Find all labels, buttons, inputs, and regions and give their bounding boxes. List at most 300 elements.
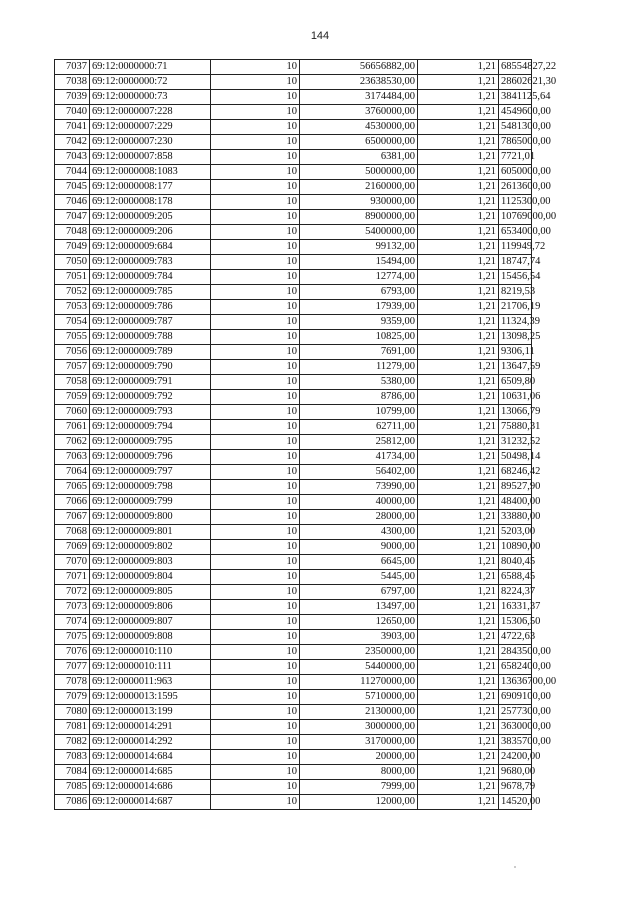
total-cell: 8224,37 <box>499 585 532 600</box>
row-number-cell: 7085 <box>55 780 90 795</box>
coefficient-cell: 1,21 <box>418 510 499 525</box>
table-row <box>55 780 532 795</box>
coefficient-cell: 1,21 <box>418 60 499 75</box>
cadastral-number-cell: 69:12:0000014:291 <box>90 720 211 735</box>
total-cell: 4549600,00 <box>499 105 532 120</box>
value-cell: 2350000,00 <box>300 645 418 660</box>
coefficient-cell: 1,21 <box>418 165 499 180</box>
table-row <box>55 765 532 780</box>
row-number-cell: 7075 <box>55 630 90 645</box>
row-number-cell: 7086 <box>55 795 90 810</box>
coefficient-cell: 1,21 <box>418 480 499 495</box>
row-number-cell: 7047 <box>55 210 90 225</box>
value-cell: 6645,00 <box>300 555 418 570</box>
quantity-cell: 10 <box>211 270 300 285</box>
coefficient-cell: 1,21 <box>418 270 499 285</box>
total-cell: 15456,54 <box>499 270 532 285</box>
total-cell: 10890,00 <box>499 540 532 555</box>
row-number-cell: 7064 <box>55 465 90 480</box>
table-row <box>55 705 532 720</box>
quantity-cell: 10 <box>211 465 300 480</box>
table-row <box>55 540 532 555</box>
total-cell: 21706,19 <box>499 300 532 315</box>
coefficient-cell: 1,21 <box>418 720 499 735</box>
table-row <box>55 375 532 390</box>
table-row <box>55 255 532 270</box>
value-cell: 15494,00 <box>300 255 418 270</box>
cadastral-number-cell: 69:12:0000009:785 <box>90 285 211 300</box>
cadastral-number-cell: 69:12:0000014:292 <box>90 735 211 750</box>
table-row <box>55 450 532 465</box>
quantity-cell: 10 <box>211 300 300 315</box>
coefficient-cell: 1,21 <box>418 240 499 255</box>
total-cell: 75880,31 <box>499 420 532 435</box>
quantity-cell: 10 <box>211 675 300 690</box>
row-number-cell: 7042 <box>55 135 90 150</box>
value-cell: 930000,00 <box>300 195 418 210</box>
total-cell: 3630000,00 <box>499 720 532 735</box>
cadastral-number-cell: 69:12:0000009:798 <box>90 480 211 495</box>
row-number-cell: 7038 <box>55 75 90 90</box>
row-number-cell: 7080 <box>55 705 90 720</box>
row-number-cell: 7050 <box>55 255 90 270</box>
row-number-cell: 7037 <box>55 60 90 75</box>
row-number-cell: 7060 <box>55 405 90 420</box>
table-row <box>55 90 532 105</box>
row-number-cell: 7055 <box>55 330 90 345</box>
coefficient-cell: 1,21 <box>418 135 499 150</box>
total-cell: 89527,90 <box>499 480 532 495</box>
table-row <box>55 105 532 120</box>
quantity-cell: 10 <box>211 360 300 375</box>
coefficient-cell: 1,21 <box>418 90 499 105</box>
coefficient-cell: 1,21 <box>418 210 499 225</box>
registry-table <box>54 59 557 810</box>
value-cell: 12650,00 <box>300 615 418 630</box>
quantity-cell: 10 <box>211 225 300 240</box>
coefficient-cell: 1,21 <box>418 330 499 345</box>
table-row <box>55 75 532 90</box>
row-number-cell: 7066 <box>55 495 90 510</box>
table-row <box>55 165 532 180</box>
table-row <box>55 285 532 300</box>
cadastral-number-cell: 69:12:0000000:73 <box>90 90 211 105</box>
row-number-cell: 7039 <box>55 90 90 105</box>
row-number-cell: 7074 <box>55 615 90 630</box>
value-cell: 8000,00 <box>300 765 418 780</box>
quantity-cell: 10 <box>211 600 300 615</box>
total-cell: 5481300,00 <box>499 120 532 135</box>
coefficient-cell: 1,21 <box>418 765 499 780</box>
quantity-cell: 10 <box>211 660 300 675</box>
total-cell: 6909100,00 <box>499 690 532 705</box>
total-cell: 7865000,00 <box>499 135 532 150</box>
value-cell: 7691,00 <box>300 345 418 360</box>
value-cell: 6500000,00 <box>300 135 418 150</box>
cadastral-number-cell: 69:12:0000009:789 <box>90 345 211 360</box>
table-row <box>55 390 532 405</box>
total-cell: 2613600,00 <box>499 180 532 195</box>
table-row <box>55 645 532 660</box>
cadastral-number-cell: 69:12:0000009:786 <box>90 300 211 315</box>
coefficient-cell: 1,21 <box>418 660 499 675</box>
table-row <box>55 405 532 420</box>
table-row <box>55 480 532 495</box>
quantity-cell: 10 <box>211 765 300 780</box>
total-cell: 3841125,64 <box>499 90 532 105</box>
value-cell: 40000,00 <box>300 495 418 510</box>
table-row <box>55 60 532 75</box>
cadastral-number-cell: 69:12:0000009:799 <box>90 495 211 510</box>
coefficient-cell: 1,21 <box>418 405 499 420</box>
table-row <box>55 570 532 585</box>
quantity-cell: 10 <box>211 375 300 390</box>
value-cell: 8900000,00 <box>300 210 418 225</box>
cadastral-number-cell: 69:12:0000009:796 <box>90 450 211 465</box>
cadastral-number-cell: 69:12:0000000:71 <box>90 60 211 75</box>
total-cell: 31232,52 <box>499 435 532 450</box>
total-cell: 9680,00 <box>499 765 532 780</box>
cadastral-number-cell: 69:12:0000009:805 <box>90 585 211 600</box>
total-cell: 14520,00 <box>499 795 532 810</box>
quantity-cell: 10 <box>211 750 300 765</box>
coefficient-cell: 1,21 <box>418 375 499 390</box>
total-cell: 68246,42 <box>499 465 532 480</box>
table-row <box>55 210 532 225</box>
coefficient-cell: 1,21 <box>418 705 499 720</box>
table-row <box>55 420 532 435</box>
value-cell: 11279,00 <box>300 360 418 375</box>
table-row <box>55 315 532 330</box>
row-number-cell: 7068 <box>55 525 90 540</box>
coefficient-cell: 1,21 <box>418 105 499 120</box>
page-number: 144 <box>310 30 330 42</box>
cadastral-number-cell: 69:12:0000013:1595 <box>90 690 211 705</box>
cadastral-number-cell: 69:12:0000010:110 <box>90 645 211 660</box>
value-cell: 3170000,00 <box>300 735 418 750</box>
total-cell: 68554827,22 <box>499 60 532 75</box>
value-cell: 3903,00 <box>300 630 418 645</box>
cadastral-number-cell: 69:12:0000009:802 <box>90 540 211 555</box>
total-cell: 18747,74 <box>499 255 532 270</box>
quantity-cell: 10 <box>211 555 300 570</box>
value-cell: 9359,00 <box>300 315 418 330</box>
row-number-cell: 7073 <box>55 600 90 615</box>
coefficient-cell: 1,21 <box>418 420 499 435</box>
total-cell: 13636700,00 <box>499 675 532 690</box>
cadastral-number-cell: 69:12:0000014:684 <box>90 750 211 765</box>
quantity-cell: 10 <box>211 135 300 150</box>
cadastral-number-cell: 69:12:0000009:806 <box>90 600 211 615</box>
value-cell: 41734,00 <box>300 450 418 465</box>
table-row <box>55 735 532 750</box>
value-cell: 5710000,00 <box>300 690 418 705</box>
row-number-cell: 7082 <box>55 735 90 750</box>
cadastral-number-cell: 69:12:0000009:784 <box>90 270 211 285</box>
table-row <box>55 435 532 450</box>
value-cell: 99132,00 <box>300 240 418 255</box>
total-cell: 10631,06 <box>499 390 532 405</box>
value-cell: 73990,00 <box>300 480 418 495</box>
row-number-cell: 7040 <box>55 105 90 120</box>
table-row <box>55 180 532 195</box>
coefficient-cell: 1,21 <box>418 255 499 270</box>
value-cell: 6381,00 <box>300 150 418 165</box>
coefficient-cell: 1,21 <box>418 570 499 585</box>
cadastral-number-cell: 69:12:0000009:684 <box>90 240 211 255</box>
total-cell: 48400,00 <box>499 495 532 510</box>
value-cell: 10799,00 <box>300 405 418 420</box>
coefficient-cell: 1,21 <box>418 615 499 630</box>
total-cell: 5203,00 <box>499 525 532 540</box>
row-number-cell: 7061 <box>55 420 90 435</box>
cadastral-number-cell: 69:12:0000007:229 <box>90 120 211 135</box>
cadastral-number-cell: 69:12:0000009:788 <box>90 330 211 345</box>
quantity-cell: 10 <box>211 165 300 180</box>
value-cell: 2130000,00 <box>300 705 418 720</box>
cadastral-number-cell: 69:12:0000000:72 <box>90 75 211 90</box>
coefficient-cell: 1,21 <box>418 735 499 750</box>
table-row <box>55 660 532 675</box>
value-cell: 62711,00 <box>300 420 418 435</box>
cadastral-number-cell: 69:12:0000007:858 <box>90 150 211 165</box>
value-cell: 4300,00 <box>300 525 418 540</box>
coefficient-cell: 1,21 <box>418 360 499 375</box>
row-number-cell: 7058 <box>55 375 90 390</box>
cadastral-number-cell: 69:12:0000009:803 <box>90 555 211 570</box>
row-number-cell: 7049 <box>55 240 90 255</box>
quantity-cell: 10 <box>211 690 300 705</box>
coefficient-cell: 1,21 <box>418 795 499 810</box>
quantity-cell: 10 <box>211 240 300 255</box>
total-cell: 2843500,00 <box>499 645 532 660</box>
total-cell: 13066,79 <box>499 405 532 420</box>
value-cell: 5445,00 <box>300 570 418 585</box>
coefficient-cell: 1,21 <box>418 600 499 615</box>
value-cell: 3000000,00 <box>300 720 418 735</box>
row-number-cell: 7071 <box>55 570 90 585</box>
coefficient-cell: 1,21 <box>418 300 499 315</box>
table-row <box>55 585 532 600</box>
quantity-cell: 10 <box>211 435 300 450</box>
row-number-cell: 7053 <box>55 300 90 315</box>
row-number-cell: 7069 <box>55 540 90 555</box>
total-cell: 3835700,00 <box>499 735 532 750</box>
table-row <box>55 120 532 135</box>
coefficient-cell: 1,21 <box>418 525 499 540</box>
coefficient-cell: 1,21 <box>418 540 499 555</box>
cadastral-number-cell: 69:12:0000009:790 <box>90 360 211 375</box>
cadastral-number-cell: 69:12:0000007:228 <box>90 105 211 120</box>
value-cell: 4530000,00 <box>300 120 418 135</box>
table-row <box>55 720 532 735</box>
value-cell: 28000,00 <box>300 510 418 525</box>
cadastral-number-cell: 69:12:0000009:801 <box>90 525 211 540</box>
total-cell: 50498,14 <box>499 450 532 465</box>
row-number-cell: 7048 <box>55 225 90 240</box>
total-cell: 6509,80 <box>499 375 532 390</box>
row-number-cell: 7045 <box>55 180 90 195</box>
coefficient-cell: 1,21 <box>418 630 499 645</box>
coefficient-cell: 1,21 <box>418 225 499 240</box>
table-row <box>55 555 532 570</box>
cadastral-number-cell: 69:12:0000009:795 <box>90 435 211 450</box>
coefficient-cell: 1,21 <box>418 780 499 795</box>
total-cell: 2577300,00 <box>499 705 532 720</box>
cadastral-number-cell: 69:12:0000007:230 <box>90 135 211 150</box>
cadastral-number-cell: 69:12:0000009:793 <box>90 405 211 420</box>
table-row <box>55 225 532 240</box>
table-row <box>55 600 532 615</box>
total-cell: 4722,63 <box>499 630 532 645</box>
cadastral-number-cell: 69:12:0000014:685 <box>90 765 211 780</box>
cadastral-number-cell: 69:12:0000013:199 <box>90 705 211 720</box>
total-cell: 15306,50 <box>499 615 532 630</box>
row-number-cell: 7052 <box>55 285 90 300</box>
table-row <box>55 345 532 360</box>
quantity-cell: 10 <box>211 495 300 510</box>
row-number-cell: 7044 <box>55 165 90 180</box>
row-number-cell: 7070 <box>55 555 90 570</box>
coefficient-cell: 1,21 <box>418 690 499 705</box>
total-cell: 13098,25 <box>499 330 532 345</box>
cadastral-number-cell: 69:12:0000009:792 <box>90 390 211 405</box>
total-cell: 6534000,00 <box>499 225 532 240</box>
quantity-cell: 10 <box>211 450 300 465</box>
coefficient-cell: 1,21 <box>418 675 499 690</box>
total-cell: 7721,01 <box>499 150 532 165</box>
value-cell: 2160000,00 <box>300 180 418 195</box>
scan-speck <box>514 866 516 868</box>
table-row <box>55 240 532 255</box>
cadastral-number-cell: 69:12:0000009:794 <box>90 420 211 435</box>
coefficient-cell: 1,21 <box>418 435 499 450</box>
table-row <box>55 330 532 345</box>
value-cell: 5400000,00 <box>300 225 418 240</box>
table-row <box>55 525 532 540</box>
value-cell: 17939,00 <box>300 300 418 315</box>
value-cell: 3174484,00 <box>300 90 418 105</box>
row-number-cell: 7067 <box>55 510 90 525</box>
row-number-cell: 7083 <box>55 750 90 765</box>
quantity-cell: 10 <box>211 345 300 360</box>
row-number-cell: 7076 <box>55 645 90 660</box>
value-cell: 5380,00 <box>300 375 418 390</box>
coefficient-cell: 1,21 <box>418 465 499 480</box>
table-row <box>55 690 532 705</box>
row-number-cell: 7051 <box>55 270 90 285</box>
table-row <box>55 300 532 315</box>
total-cell: 8219,53 <box>499 285 532 300</box>
quantity-cell: 10 <box>211 480 300 495</box>
row-number-cell: 7059 <box>55 390 90 405</box>
table-row <box>55 630 532 645</box>
table-row <box>55 150 532 165</box>
cadastral-number-cell: 69:12:0000008:177 <box>90 180 211 195</box>
value-cell: 12774,00 <box>300 270 418 285</box>
coefficient-cell: 1,21 <box>418 495 499 510</box>
total-cell: 16331,37 <box>499 600 532 615</box>
value-cell: 9000,00 <box>300 540 418 555</box>
coefficient-cell: 1,21 <box>418 75 499 90</box>
total-cell: 6588,45 <box>499 570 532 585</box>
cadastral-number-cell: 69:12:0000009:797 <box>90 465 211 480</box>
total-cell: 8040,45 <box>499 555 532 570</box>
table-row <box>55 750 532 765</box>
total-cell: 9306,11 <box>499 345 532 360</box>
row-number-cell: 7063 <box>55 450 90 465</box>
quantity-cell: 10 <box>211 255 300 270</box>
quantity-cell: 10 <box>211 630 300 645</box>
table-row <box>55 495 532 510</box>
cadastral-number-cell: 69:12:0000009:206 <box>90 225 211 240</box>
table-row <box>55 270 532 285</box>
row-number-cell: 7057 <box>55 360 90 375</box>
table-row <box>55 615 532 630</box>
coefficient-cell: 1,21 <box>418 585 499 600</box>
total-cell: 24200,00 <box>499 750 532 765</box>
value-cell: 3760000,00 <box>300 105 418 120</box>
total-cell: 6582400,00 <box>499 660 532 675</box>
coefficient-cell: 1,21 <box>418 555 499 570</box>
value-cell: 23638530,00 <box>300 75 418 90</box>
quantity-cell: 10 <box>211 795 300 810</box>
row-number-cell: 7078 <box>55 675 90 690</box>
quantity-cell: 10 <box>211 510 300 525</box>
coefficient-cell: 1,21 <box>418 345 499 360</box>
cadastral-number-cell: 69:12:0000009:787 <box>90 315 211 330</box>
value-cell: 6797,00 <box>300 585 418 600</box>
cadastral-number-cell: 69:12:0000008:1083 <box>90 165 211 180</box>
quantity-cell: 10 <box>211 330 300 345</box>
cadastral-number-cell: 69:12:0000008:178 <box>90 195 211 210</box>
total-cell: 28602621,30 <box>499 75 532 90</box>
quantity-cell: 10 <box>211 525 300 540</box>
row-number-cell: 7041 <box>55 120 90 135</box>
total-cell: 6050000,00 <box>499 165 532 180</box>
value-cell: 13497,00 <box>300 600 418 615</box>
value-cell: 25812,00 <box>300 435 418 450</box>
registry-table-body <box>55 60 557 810</box>
value-cell: 56402,00 <box>300 465 418 480</box>
cadastral-number-cell: 69:12:0000010:111 <box>90 660 211 675</box>
row-number-cell: 7062 <box>55 435 90 450</box>
coefficient-cell: 1,21 <box>418 285 499 300</box>
coefficient-cell: 1,21 <box>418 180 499 195</box>
row-number-cell: 7056 <box>55 345 90 360</box>
quantity-cell: 10 <box>211 720 300 735</box>
row-number-cell: 7072 <box>55 585 90 600</box>
quantity-cell: 10 <box>211 705 300 720</box>
value-cell: 10825,00 <box>300 330 418 345</box>
value-cell: 7999,00 <box>300 780 418 795</box>
quantity-cell: 10 <box>211 90 300 105</box>
coefficient-cell: 1,21 <box>418 315 499 330</box>
cadastral-number-cell: 69:12:0000009:205 <box>90 210 211 225</box>
row-number-cell: 7054 <box>55 315 90 330</box>
quantity-cell: 10 <box>211 615 300 630</box>
table-row <box>55 675 532 690</box>
table-row <box>55 360 532 375</box>
value-cell: 8786,00 <box>300 390 418 405</box>
quantity-cell: 10 <box>211 150 300 165</box>
quantity-cell: 10 <box>211 75 300 90</box>
row-number-cell: 7043 <box>55 150 90 165</box>
coefficient-cell: 1,21 <box>418 150 499 165</box>
table-row <box>55 465 532 480</box>
row-number-cell: 7046 <box>55 195 90 210</box>
table-row <box>55 510 532 525</box>
